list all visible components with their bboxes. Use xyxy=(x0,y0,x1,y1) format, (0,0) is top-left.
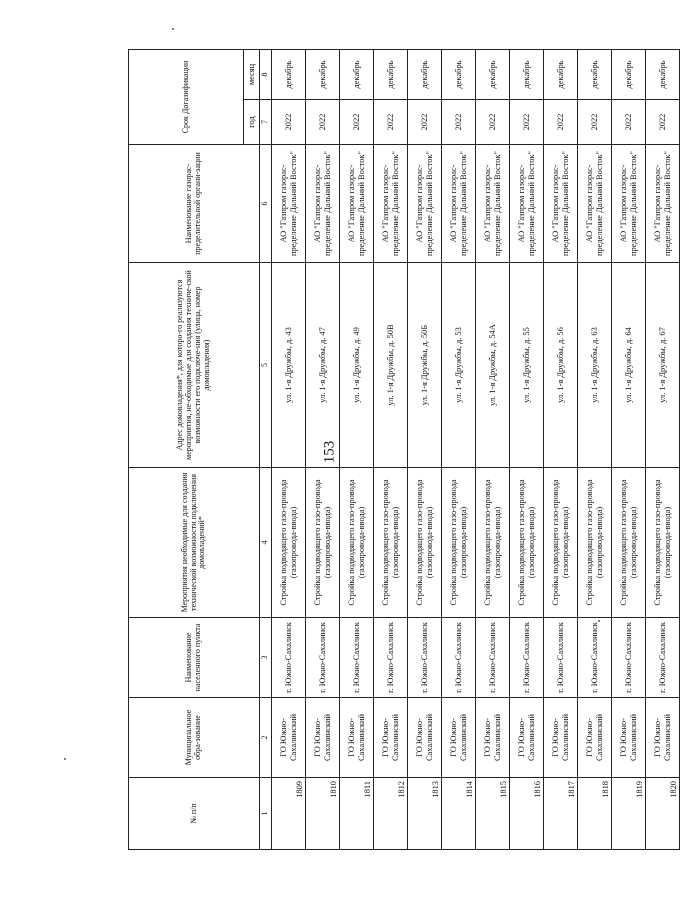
column-number-row xyxy=(260,49,272,849)
cell-settlement: г. Южно-Сахалинск xyxy=(612,618,646,698)
cell-gdo: АО "Газпром газорас-пределение Дальний Восток" xyxy=(510,145,544,263)
cell-measure: Стройка подводящего газо-провода (газопровода-ввода) xyxy=(578,468,612,618)
cell-year: 2022 xyxy=(612,100,646,145)
cell-settlement: г. Южно-Сахалинск xyxy=(442,618,476,698)
cell-address: ул. 1-я Дружбы, д. 55 xyxy=(510,263,544,468)
header-measures: Мероприятия необходимые для создания технической возможности подключения домовладений* xyxy=(129,468,260,618)
cell-municipality: ГО Южно-Сахалинский xyxy=(544,698,578,778)
column-number: 6 xyxy=(260,145,272,263)
cell-address: ул. 1-я Дружбы, д. 63 xyxy=(578,263,612,468)
cell-address: ул. 1-я Дружбы, д. 49 xyxy=(340,263,374,468)
cell-year: 2022 xyxy=(442,100,476,145)
cell-row-number: 1819 xyxy=(612,778,646,850)
cell-month: декабрь xyxy=(374,49,408,99)
cell-gdo: АО "Газпром газорас-пределение Дальний Восток" xyxy=(476,145,510,263)
cell-year: 2022 xyxy=(306,100,340,145)
cell-measure: Стройка подводящего газо-провода (газопровода-ввода) xyxy=(408,468,442,618)
scan-speck xyxy=(172,28,174,30)
cell-gdo: АО "Газпром газорас-пределение Дальний Восток" xyxy=(612,145,646,263)
cell-row-number: 1814 xyxy=(442,778,476,850)
cell-row-number: 1811 xyxy=(340,778,374,850)
cell-measure: Стройка подводящего газо-провода (газопровода-ввода) xyxy=(510,468,544,618)
cell-address: ул. 1-я Дружбы, д. 64 xyxy=(612,263,646,468)
scan-speck xyxy=(64,758,66,760)
cell-municipality: ГО Южно-Сахалинский xyxy=(408,698,442,778)
cell-month: декабрь xyxy=(442,49,476,99)
cell-row-number: 1817 xyxy=(544,778,578,850)
rotated-table-container xyxy=(128,50,678,850)
cell-month: декабрь xyxy=(476,49,510,99)
cell-gdo: АО "Газпром газорас-пределение Дальний Восток" xyxy=(340,145,374,263)
cell-municipality: ГО Южно-Сахалинский xyxy=(612,698,646,778)
cell-settlement: г. Южно-Сахалинск xyxy=(408,618,442,698)
cell-year: 2022 xyxy=(646,100,680,145)
cell-row-number: 1815 xyxy=(476,778,510,850)
cell-year: 2022 xyxy=(340,100,374,145)
cell-row-number: 1818 xyxy=(578,778,612,850)
cell-municipality: ГО Южно-Сахалинский xyxy=(340,698,374,778)
cell-address: ул. 1-я Дружбы, д. 67 xyxy=(646,263,680,468)
cell-month: декабрь xyxy=(510,49,544,99)
cell-row-number: 1816 xyxy=(510,778,544,850)
cell-municipality: ГО Южно-Сахалинский xyxy=(476,698,510,778)
cell-year: 2022 xyxy=(374,100,408,145)
cell-month: декабрь xyxy=(306,49,340,99)
cell-row-number: 1810 xyxy=(306,778,340,850)
cell-measure: Стройка подводящего газо-провода (газопровода-ввода) xyxy=(612,468,646,618)
cell-settlement: г. Южно-Сахалинск xyxy=(340,618,374,698)
cell-month: декабрь xyxy=(544,49,578,99)
table-row xyxy=(646,49,680,849)
cell-year: 2022 xyxy=(408,100,442,145)
header-num: № п/п xyxy=(129,778,260,850)
cell-gdo: АО "Газпром газорас-пределение Дальний Восток" xyxy=(306,145,340,263)
cell-gdo: АО "Газпром газорас-пределение Дальний Восток" xyxy=(578,145,612,263)
table-row xyxy=(306,49,340,849)
cell-address: ул. 1-я Дружбы, д. 56 xyxy=(544,263,578,468)
cell-settlement: г. Южно-Сахалинск xyxy=(476,618,510,698)
cell-gdo: АО "Газпром газорас-пределение Дальний Восток" xyxy=(272,145,306,263)
table-row xyxy=(442,49,476,849)
cell-municipality: ГО Южно-Сахалинский xyxy=(442,698,476,778)
table-body xyxy=(129,49,680,849)
gasification-table xyxy=(128,49,680,850)
table-row xyxy=(408,49,442,849)
cell-year: 2022 xyxy=(510,100,544,145)
cell-measure: Стройка подводящего газо-провода (газопровода-ввода) xyxy=(340,468,374,618)
cell-month: декабрь xyxy=(272,49,306,99)
cell-address: ул. 1-я Дружбы, д. 50Б xyxy=(408,263,442,468)
cell-month: декабрь xyxy=(612,49,646,99)
header-year: год xyxy=(244,100,260,145)
cell-gdo: АО "Газпром газорас-пределение Дальний Восток" xyxy=(442,145,476,263)
header-deadline: Срок Догазификации xyxy=(129,49,244,144)
cell-measure: Стройка подводящего газо-провода (газопровода-ввода) xyxy=(646,468,680,618)
cell-measure: Стройка подводящего газо-провода (газопровода-ввода) xyxy=(272,468,306,618)
cell-municipality: ГО Южно-Сахалинский xyxy=(646,698,680,778)
cell-measure: Стройка подводящего газо-провода (газопровода-ввода) xyxy=(476,468,510,618)
cell-measure: Стройка подводящего газо-провода (газопровода-ввода) xyxy=(374,468,408,618)
cell-settlement: г. Южно-Сахалинск xyxy=(544,618,578,698)
header-month: месяц xyxy=(244,49,260,99)
column-number: 3 xyxy=(260,618,272,698)
cell-row-number: 1812 xyxy=(374,778,408,850)
cell-year: 2022 xyxy=(476,100,510,145)
column-number: 5 xyxy=(260,263,272,468)
column-number: 1 xyxy=(260,778,272,850)
cell-municipality: ГО Южно-Сахалинский xyxy=(272,698,306,778)
cell-row-number: 1809 xyxy=(272,778,306,850)
table-viewport xyxy=(128,50,678,850)
table-row xyxy=(272,49,306,849)
cell-measure: Стройка подводящего газо-провода (газопровода-ввода) xyxy=(442,468,476,618)
cell-month: декабрь xyxy=(340,49,374,99)
cell-settlement: г. Южно-Сахалинск xyxy=(272,618,306,698)
cell-settlement: г. Южно-Сахалинск xyxy=(374,618,408,698)
scan-speck xyxy=(598,620,600,622)
page-number: 153 xyxy=(321,440,338,464)
column-number: 4 xyxy=(260,468,272,618)
cell-row-number: 1813 xyxy=(408,778,442,850)
header-address: Адрес домовладения*, для которо-го реализуются мероприятия, не-обходимые для создания техниче-ской возможности его подключе-ния (улица, номер домовладения) xyxy=(129,263,260,468)
table-row xyxy=(612,49,646,849)
cell-measure: Стройка подводящего газо-провода (газопровода-ввода) xyxy=(544,468,578,618)
cell-municipality: ГО Южно-Сахалинский xyxy=(578,698,612,778)
cell-gdo: АО "Газпром газорас-пределение Дальний Восток" xyxy=(374,145,408,263)
cell-address: ул. 1-я Дружбы, д. 53 xyxy=(442,263,476,468)
cell-month: декабрь xyxy=(578,49,612,99)
cell-year: 2022 xyxy=(544,100,578,145)
column-number: 2 xyxy=(260,698,272,778)
cell-address: ул. 1-я Дружбы, д. 50В xyxy=(374,263,408,468)
cell-measure: Стройка подводящего газо-провода (газопровода-ввода) xyxy=(306,468,340,618)
cell-row-number: 1820 xyxy=(646,778,680,850)
header-settlement: Наименование населенного пункта xyxy=(129,618,260,698)
cell-address: ул. 1-я Дружбы, д. 47 xyxy=(306,263,340,468)
header-row xyxy=(129,49,244,849)
cell-year: 2022 xyxy=(272,100,306,145)
cell-municipality: ГО Южно-Сахалинский xyxy=(374,698,408,778)
table-row xyxy=(340,49,374,849)
table-row xyxy=(374,49,408,849)
cell-gdo: АО "Газпром газорас-пределение Дальний Восток" xyxy=(408,145,442,263)
cell-month: декабрь xyxy=(408,49,442,99)
cell-address: ул. 1-я Дружбы, д. 54А xyxy=(476,263,510,468)
cell-settlement: г. Южно-Сахалинск xyxy=(306,618,340,698)
column-number: 7 xyxy=(260,100,272,145)
cell-gdo: АО "Газпром газорас-пределение Дальний Восток" xyxy=(646,145,680,263)
header-gdo: Наименование газорас-пределительной органи-зации xyxy=(129,145,260,263)
cell-month: декабрь xyxy=(646,49,680,99)
cell-settlement: г. Южно-Сахалинск xyxy=(510,618,544,698)
table-row xyxy=(578,49,612,849)
header-municipality: Муниципальное обра-зование xyxy=(129,698,260,778)
cell-municipality: ГО Южно-Сахалинский xyxy=(306,698,340,778)
cell-address: ул. 1-я Дружбы, д. 43 xyxy=(272,263,306,468)
table-row xyxy=(476,49,510,849)
column-number: 8 xyxy=(260,49,272,99)
cell-municipality: ГО Южно-Сахалинский xyxy=(510,698,544,778)
table-row xyxy=(544,49,578,849)
cell-year: 2022 xyxy=(578,100,612,145)
cell-gdo: АО "Газпром газорас-пределение Дальний Восток" xyxy=(544,145,578,263)
cell-settlement: г. Южно-Сахалинск xyxy=(646,618,680,698)
cell-settlement: г. Южно-Сахалинск xyxy=(578,618,612,698)
table-row xyxy=(510,49,544,849)
